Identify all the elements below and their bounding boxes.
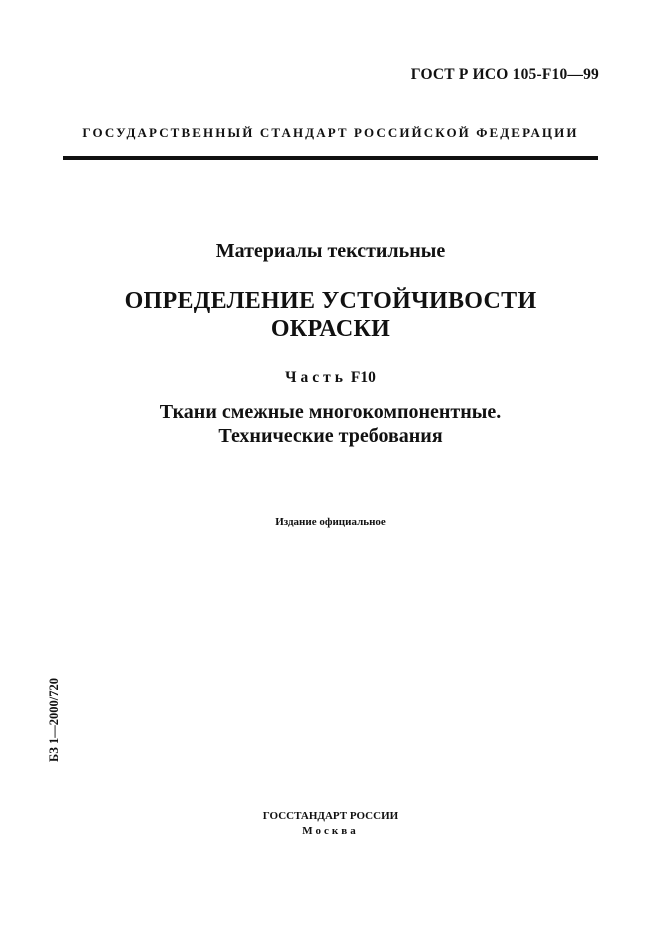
- edition-note: Издание официальное: [275, 516, 386, 528]
- part-title-line-2: Технические требования: [218, 425, 443, 447]
- part-code: F10: [350, 369, 376, 386]
- part-title-line-1: Ткани смежные многокомпонентные.: [159, 401, 502, 423]
- document-title: [0, 287, 661, 343]
- standard-number: ГОСТ Р ИСО 105-F10—99: [410, 66, 599, 83]
- publisher-city: Москва: [302, 825, 359, 837]
- document-title-line-2: ОКРАСКИ: [270, 316, 391, 342]
- state-standard-heading: ГОСУДАРСТВЕННЫЙ СТАНДАРТ РОССИЙСКОЙ ФЕДЕРАЦИИ: [82, 125, 579, 140]
- document-subject: Материалы текстильные: [215, 240, 446, 262]
- print-code: БЗ 1—2000/720: [47, 678, 61, 762]
- publisher-name: ГОССТАНДАРТ РОССИИ: [262, 810, 399, 822]
- document-title-line-1: ОПРЕДЕЛЕНИЕ УСТОЙЧИВОСТИ: [124, 288, 537, 314]
- part-label: [0, 369, 661, 387]
- part-word: Часть: [285, 369, 347, 386]
- publisher-block: [0, 809, 661, 839]
- header-divider: [63, 156, 598, 160]
- part-title: [0, 400, 661, 448]
